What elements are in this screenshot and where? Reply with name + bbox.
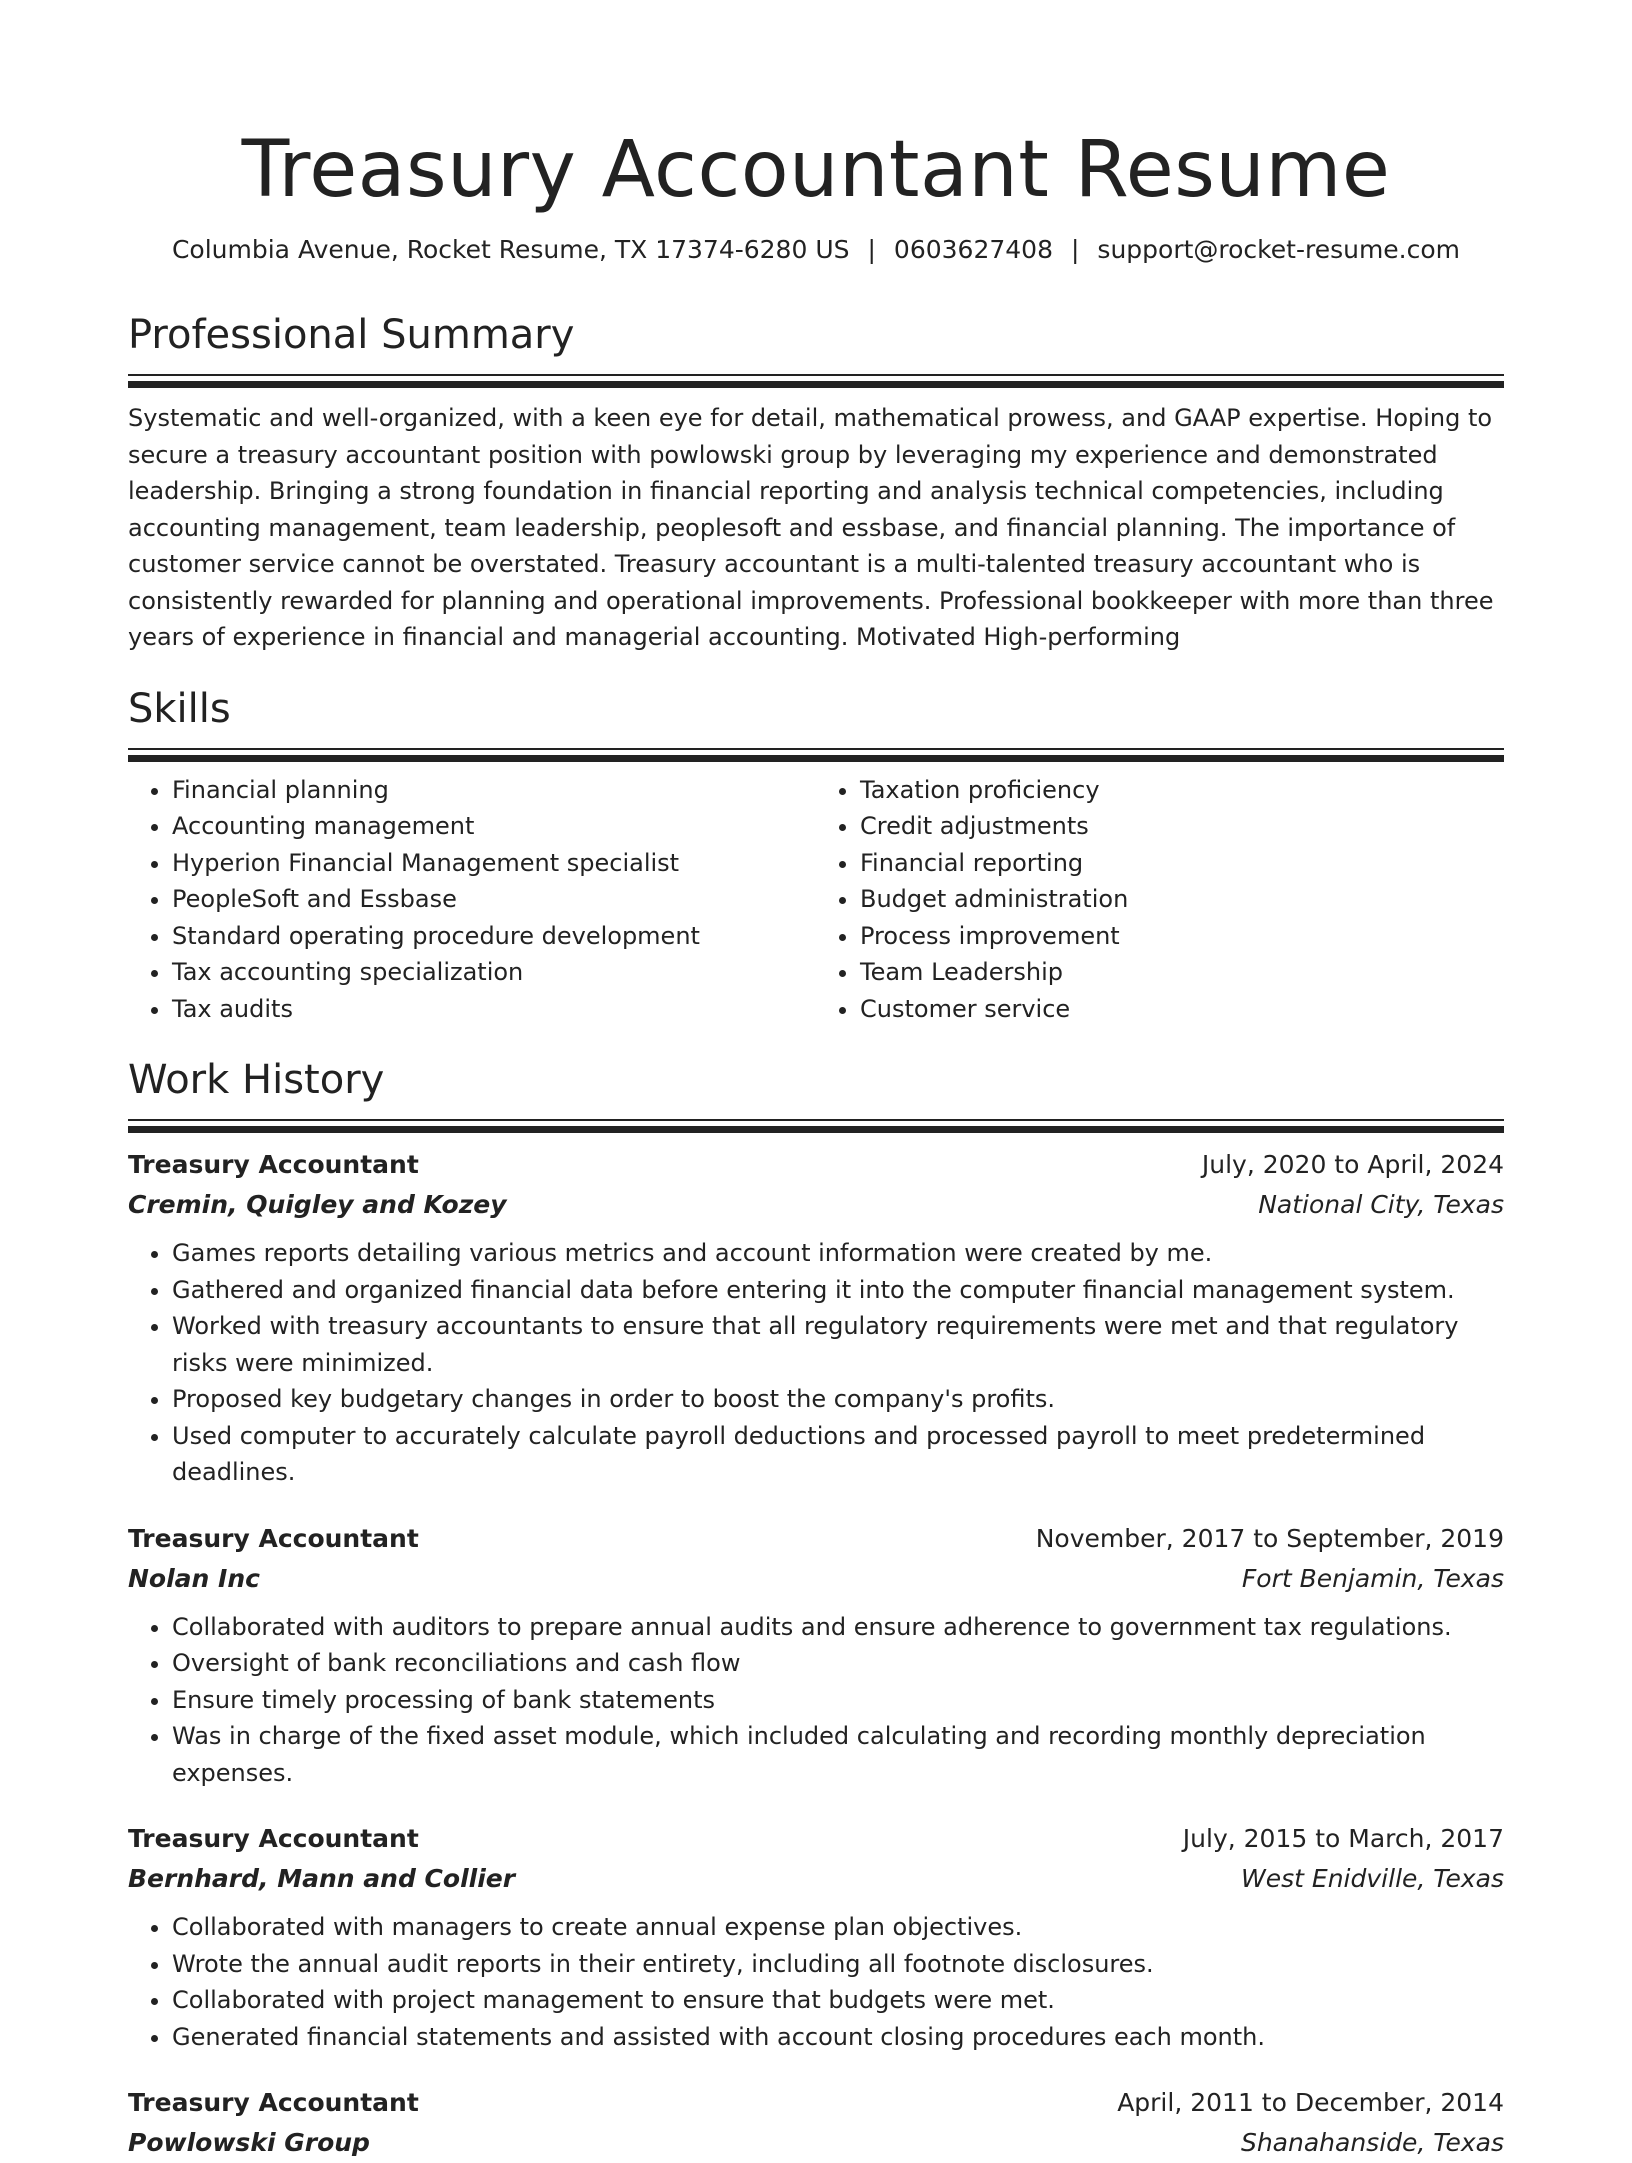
job-bullet: • Was in charge of the fixed asset module, which included calculating and recording monthly depreciation expenses. xyxy=(172,1718,1504,1791)
skills-section xyxy=(128,684,1504,1028)
job-entry xyxy=(128,1819,1504,2055)
job-title: Treasury Accountant xyxy=(128,2088,419,2117)
contact-line xyxy=(128,232,1504,268)
job-dates: April, 2011 to December, 2014 xyxy=(1117,2088,1504,2117)
job-bullet: • Oversight of bank reconciliations and cash flow xyxy=(172,1645,1504,1682)
job-title: Treasury Accountant xyxy=(128,1824,419,1853)
professional-summary-section xyxy=(128,310,1504,656)
skill-item: • PeopleSoft and Essbase xyxy=(172,881,816,918)
job-dates: November, 2017 to September, 2019 xyxy=(1035,1523,1504,1553)
job-title: Treasury Accountant xyxy=(128,1523,419,1553)
job-bullet: • Proposed key budgetary changes in order to boost the company's profits. xyxy=(172,1381,1504,1418)
job-location: National City, Texas xyxy=(1258,1190,1504,1219)
job-bullet: • Ensure timely processing of bank statements xyxy=(172,1682,1504,1719)
skill-item: • Financial reporting xyxy=(860,845,1504,882)
section-divider xyxy=(128,748,1504,762)
job-bullet: • Collaborated with project management to ensure that budgets were met. xyxy=(172,1982,1504,2019)
skill-item: • Budget administration xyxy=(860,881,1504,918)
skill-item: • Hyperion Financial Management specialist xyxy=(172,845,816,882)
job-header-row xyxy=(128,2083,1504,2123)
resume-title: Treasury Accountant Resume xyxy=(241,125,1391,215)
section-divider xyxy=(128,1119,1504,1133)
contact-separator: | xyxy=(867,235,876,264)
job-entry xyxy=(128,2083,1504,2163)
skills-columns xyxy=(128,772,1504,1028)
job-company: Cremin, Quigley and Kozey xyxy=(128,1190,507,1219)
skill-item: • Financial planning xyxy=(172,772,816,809)
job-bullet: • Collaborated with managers to create annual expense plan objectives. xyxy=(172,1909,1504,1946)
job-header-row xyxy=(128,1145,1504,1185)
job-bullets xyxy=(128,1909,1504,2055)
job-entry xyxy=(128,1133,1504,1491)
contact-email[interactable]: support@rocket-resume.com xyxy=(1097,235,1461,264)
summary-text: Systematic and well-organized, with a keen eye for detail, mathematical prowess, and GAAP expertise. Hoping to secure a treasury accountant position with powlowski group by leveraging my experience and demonstrated leadership. Bringing a strong foundation in financial reporting and analysis technical competencies, including accounting management, team leadership, peoplesoft and essbase, and financial planning. The importance of customer service cannot be overstated. Treasury accountant is a multi-talented treasury accountant who is consistently rewarded for planning and operational improvements. Professional bookkeeper with more than three years of experience in financial and managerial accounting. Motivated High-performing xyxy=(128,404,1494,651)
job-header-row xyxy=(128,1519,1504,1559)
job-location: West Enidville, Texas xyxy=(1241,1864,1504,1893)
skill-item: • Process improvement xyxy=(860,918,1504,955)
job-bullet: • Wrote the annual audit reports in their entirety, including all footnote disclosures. xyxy=(172,1946,1504,1983)
job-bullets xyxy=(128,1609,1504,1792)
job-bullet: • Used computer to accurately calculate payroll deductions and processed payroll to meet predetermined deadlines. xyxy=(172,1418,1504,1491)
job-entry xyxy=(128,1519,1504,1792)
contact-address: Columbia Avenue, Rocket Resume, TX 17374-6280 US xyxy=(171,235,850,264)
section-divider xyxy=(128,374,1504,388)
contact-separator: | xyxy=(1070,235,1080,264)
job-bullet: • Generated financial statements and assisted with account closing procedures each month. xyxy=(172,2019,1504,2056)
job-title: Treasury Accountant xyxy=(128,1150,419,1179)
skills-list-right xyxy=(816,772,1504,1028)
job-bullets xyxy=(128,1235,1504,1491)
skills-list-left xyxy=(128,772,816,1028)
section-heading-work-history: Work History xyxy=(128,1057,385,1103)
skill-item: • Standard operating procedure development xyxy=(172,918,816,955)
job-dates: July, 2020 to April, 2024 xyxy=(1201,1150,1504,1179)
skill-item: • Tax audits xyxy=(172,991,816,1028)
section-heading-summary: Professional Summary xyxy=(128,312,575,358)
job-company: Bernhard, Mann and Collier xyxy=(128,1864,516,1893)
job-company-row xyxy=(128,2123,1504,2163)
work-history-section xyxy=(128,1055,1504,2163)
skill-item: • Taxation proficiency xyxy=(860,772,1504,809)
skill-item: • Team Leadership xyxy=(860,954,1504,991)
job-company-row xyxy=(128,1859,1504,1899)
skill-item: • Accounting management xyxy=(172,808,816,845)
job-bullet: • Games reports detailing various metrics and account information were created by me. xyxy=(172,1235,1504,1272)
job-company: Nolan Inc xyxy=(128,1563,260,1593)
job-bullet: • Gathered and organized financial data before entering it into the computer financial management system. xyxy=(172,1272,1504,1309)
skill-item: • Credit adjustments xyxy=(860,808,1504,845)
section-heading-skills: Skills xyxy=(128,685,231,732)
job-bullet: • Worked with treasury accountants to ensure that all regulatory requirements were met and that regulatory risks were minimized. xyxy=(172,1308,1504,1381)
job-location: Shanahanside, Texas xyxy=(1240,2128,1504,2157)
skill-item: • Customer service xyxy=(860,991,1504,1028)
job-bullet: • Collaborated with auditors to prepare annual audits and ensure adherence to government tax regulations. xyxy=(172,1609,1504,1646)
job-dates: July, 2015 to March, 2017 xyxy=(1182,1824,1504,1853)
contact-phone: 0603627408 xyxy=(893,235,1053,264)
skill-item: • Tax accounting specialization xyxy=(172,954,816,991)
job-company-row xyxy=(128,1559,1504,1599)
job-company-row xyxy=(128,1185,1504,1225)
job-company: Powlowski Group xyxy=(128,2128,370,2157)
job-header-row xyxy=(128,1819,1504,1859)
job-location: Fort Benjamin, Texas xyxy=(1241,1563,1504,1593)
